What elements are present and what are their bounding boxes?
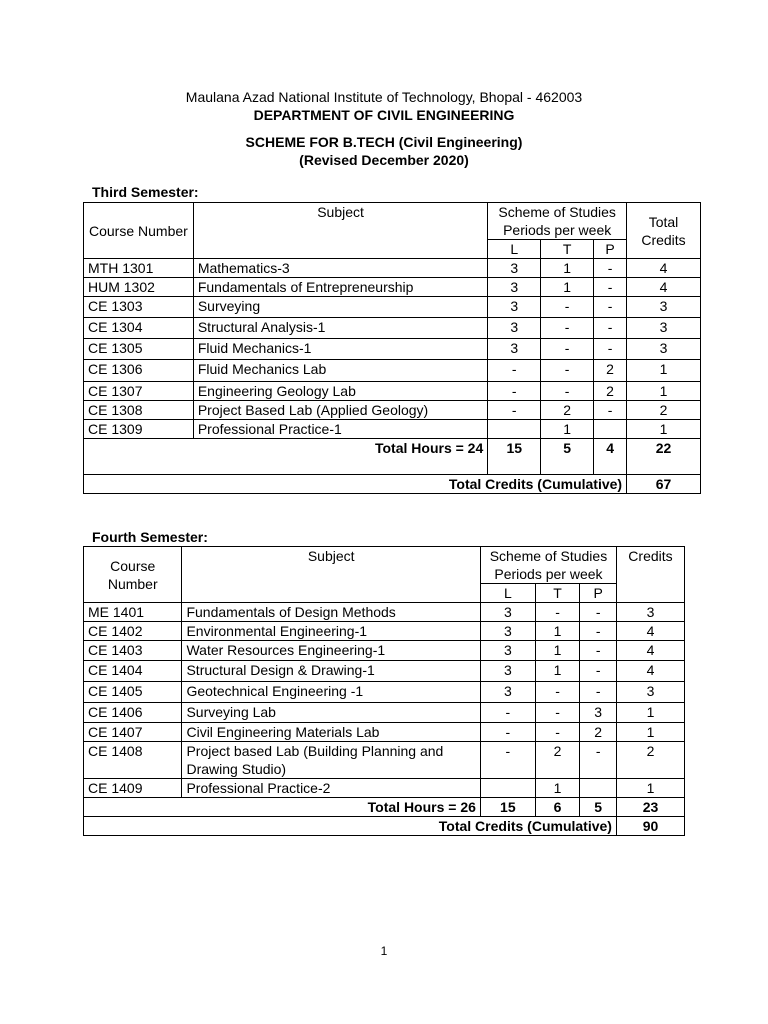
hours-t: - xyxy=(535,723,580,742)
total-credits: 22 xyxy=(627,439,701,475)
hours-t: - xyxy=(541,318,594,339)
subject-name: Environmental Engineering-1 xyxy=(182,622,480,641)
total-t: 5 xyxy=(541,439,594,475)
hours-t: - xyxy=(541,382,594,401)
total-p: 4 xyxy=(594,439,627,475)
hours-t: - xyxy=(535,603,580,622)
credits: 3 xyxy=(616,682,684,703)
hours-t: 2 xyxy=(541,401,594,420)
course-code: MTH 1301 xyxy=(84,259,194,278)
course-code: CE 1407 xyxy=(84,723,182,742)
hours-p: 2 xyxy=(580,723,617,742)
hours-l: 3 xyxy=(480,682,535,703)
table-row xyxy=(84,779,685,798)
col-p: P xyxy=(594,240,627,259)
hours-t: - xyxy=(541,339,594,360)
hours-p: - xyxy=(594,318,627,339)
hours-l: 3 xyxy=(480,603,535,622)
table-row xyxy=(84,622,685,641)
total-l: 15 xyxy=(488,439,541,475)
col-subject: Subject xyxy=(182,547,480,603)
col-l: L xyxy=(480,584,535,603)
cumulative-value: 67 xyxy=(627,475,701,494)
col-t: T xyxy=(535,584,580,603)
col-course-number: Course Number xyxy=(84,547,182,603)
table-row xyxy=(84,382,701,401)
credits: 1 xyxy=(616,723,684,742)
col-scheme: Scheme of Studies Periods per week xyxy=(480,547,616,584)
total-hours-label: Total Hours = 24 xyxy=(84,439,488,475)
hours-p: - xyxy=(594,259,627,278)
scheme-title: SCHEME FOR B.TECH (Civil Engineering) xyxy=(245,134,523,150)
hours-l: - xyxy=(488,360,541,382)
hours-t: - xyxy=(541,297,594,318)
hours-p: - xyxy=(594,297,627,318)
cumulative-value: 90 xyxy=(616,817,684,836)
course-code: CE 1404 xyxy=(84,661,182,682)
hours-l: 3 xyxy=(480,641,535,661)
col-credits: Total Credits xyxy=(627,203,701,259)
hours-l: 3 xyxy=(488,297,541,318)
hours-p: - xyxy=(594,278,627,297)
subject-name: Fundamentals of Design Methods xyxy=(182,603,480,622)
course-code: CE 1406 xyxy=(84,703,182,723)
hours-p xyxy=(594,420,627,439)
hours-l xyxy=(488,420,541,439)
subject-name: Surveying xyxy=(193,297,487,318)
hours-l: 3 xyxy=(488,259,541,278)
cumulative-label: Total Credits (Cumulative) xyxy=(84,817,617,836)
total-l: 15 xyxy=(480,798,535,817)
course-code: CE 1405 xyxy=(84,682,182,703)
hours-t: 1 xyxy=(535,661,580,682)
hours-l: 3 xyxy=(480,622,535,641)
hours-l: 3 xyxy=(488,278,541,297)
hours-p: - xyxy=(580,622,617,641)
credits: 4 xyxy=(616,641,684,661)
total-credits: 23 xyxy=(616,798,684,817)
fourth-semester-table xyxy=(83,546,685,798)
total-hours-label: Total Hours = 26 xyxy=(84,798,481,817)
fourth-semester-totals xyxy=(83,797,685,836)
subject-name: Fundamentals of Entrepreneurship xyxy=(193,278,487,297)
course-code: CE 1306 xyxy=(84,360,194,382)
hours-t: 1 xyxy=(535,641,580,661)
subject-name: Project based Lab (Building Planning and Drawing Studio) xyxy=(182,742,480,779)
credits: 1 xyxy=(627,360,701,382)
hours-p: 2 xyxy=(594,382,627,401)
hours-t: - xyxy=(541,360,594,382)
revised-date: (Revised December 2020) xyxy=(299,152,469,168)
hours-p: - xyxy=(580,641,617,661)
table-row xyxy=(84,297,701,318)
third-semester-table xyxy=(83,202,701,439)
credits: 3 xyxy=(627,318,701,339)
credits: 1 xyxy=(627,382,701,401)
col-subject: Subject xyxy=(193,203,487,259)
subject-name: Fluid Mechanics-1 xyxy=(193,339,487,360)
course-code: CE 1303 xyxy=(84,297,194,318)
total-p: 5 xyxy=(580,798,617,817)
table-row xyxy=(84,742,685,779)
credits: 4 xyxy=(616,622,684,641)
cumulative-label: Total Credits (Cumulative) xyxy=(84,475,627,494)
subject-name: Water Resources Engineering-1 xyxy=(182,641,480,661)
course-code: CE 1308 xyxy=(84,401,194,420)
col-l: L xyxy=(488,240,541,259)
subject-name: Structural Design & Drawing-1 xyxy=(182,661,480,682)
hours-l: - xyxy=(488,401,541,420)
col-credits: Credits xyxy=(616,547,684,603)
credits: 1 xyxy=(627,420,701,439)
table-row xyxy=(84,682,685,703)
hours-t: 1 xyxy=(541,278,594,297)
hours-t: 1 xyxy=(535,779,580,798)
table-row xyxy=(84,401,701,420)
hours-p: 3 xyxy=(580,703,617,723)
hours-p: 2 xyxy=(594,360,627,382)
credits: 1 xyxy=(616,779,684,798)
hours-l: 3 xyxy=(488,339,541,360)
table-row xyxy=(84,661,685,682)
hours-p: - xyxy=(580,661,617,682)
hours-p xyxy=(580,779,617,798)
third-semester-totals xyxy=(83,438,701,494)
hours-l xyxy=(480,779,535,798)
credits: 4 xyxy=(627,259,701,278)
total-t: 6 xyxy=(535,798,580,817)
col-scheme: Scheme of Studies Periods per week xyxy=(488,203,627,240)
table-row xyxy=(84,259,701,278)
course-code: CE 1402 xyxy=(84,622,182,641)
course-code: HUM 1302 xyxy=(84,278,194,297)
table-row xyxy=(84,723,685,742)
col-p: P xyxy=(580,584,617,603)
hours-t: 2 xyxy=(535,742,580,779)
course-code: CE 1307 xyxy=(84,382,194,401)
table-row xyxy=(84,339,701,360)
hours-p: - xyxy=(594,401,627,420)
third-semester-caption: Third Semester: xyxy=(92,184,199,200)
subject-name: Professional Practice-2 xyxy=(182,779,480,798)
course-code: CE 1408 xyxy=(84,742,182,779)
page-number: 1 xyxy=(380,944,388,958)
course-code: CE 1409 xyxy=(84,779,182,798)
hours-p: - xyxy=(580,682,617,703)
subject-name: Civil Engineering Materials Lab xyxy=(182,723,480,742)
subject-name: Mathematics-3 xyxy=(193,259,487,278)
table-row xyxy=(84,603,685,622)
hours-l: - xyxy=(480,723,535,742)
subject-name: Structural Analysis-1 xyxy=(193,318,487,339)
hours-l: - xyxy=(488,382,541,401)
hours-p: - xyxy=(580,742,617,779)
hours-t: 1 xyxy=(541,420,594,439)
table-row xyxy=(84,360,701,382)
hours-t: - xyxy=(535,703,580,723)
subject-name: Fluid Mechanics Lab xyxy=(193,360,487,382)
table-row xyxy=(84,278,701,297)
hours-t: 1 xyxy=(535,622,580,641)
course-code: CE 1309 xyxy=(84,420,194,439)
subject-name: Project Based Lab (Applied Geology) xyxy=(193,401,487,420)
subject-name: Surveying Lab xyxy=(182,703,480,723)
course-code: CE 1403 xyxy=(84,641,182,661)
col-course-number: Course Number xyxy=(84,203,194,259)
course-code: CE 1305 xyxy=(84,339,194,360)
hours-p: - xyxy=(594,339,627,360)
col-t: T xyxy=(541,240,594,259)
hours-l: - xyxy=(480,742,535,779)
department-title: DEPARTMENT OF CIVIL ENGINEERING xyxy=(253,107,515,123)
hours-l: - xyxy=(480,703,535,723)
credits: 3 xyxy=(616,603,684,622)
subject-name: Engineering Geology Lab xyxy=(193,382,487,401)
credits: 3 xyxy=(627,339,701,360)
credits: 2 xyxy=(627,401,701,420)
hours-l: 3 xyxy=(488,318,541,339)
hours-t: - xyxy=(535,682,580,703)
table-row xyxy=(84,703,685,723)
institute-name: Maulana Azad National Institute of Technology, Bhopal - 462003 xyxy=(185,89,583,105)
course-code: CE 1304 xyxy=(84,318,194,339)
hours-p: - xyxy=(580,603,617,622)
table-row xyxy=(84,420,701,439)
credits: 1 xyxy=(616,703,684,723)
subject-name: Professional Practice-1 xyxy=(193,420,487,439)
fourth-semester-caption: Fourth Semester: xyxy=(92,529,208,545)
credits: 4 xyxy=(616,661,684,682)
credits: 3 xyxy=(627,297,701,318)
subject-name: Geotechnical Engineering -1 xyxy=(182,682,480,703)
credits: 4 xyxy=(627,278,701,297)
hours-t: 1 xyxy=(541,259,594,278)
table-row xyxy=(84,641,685,661)
hours-l: 3 xyxy=(480,661,535,682)
credits: 2 xyxy=(616,742,684,779)
course-code: ME 1401 xyxy=(84,603,182,622)
table-row xyxy=(84,318,701,339)
